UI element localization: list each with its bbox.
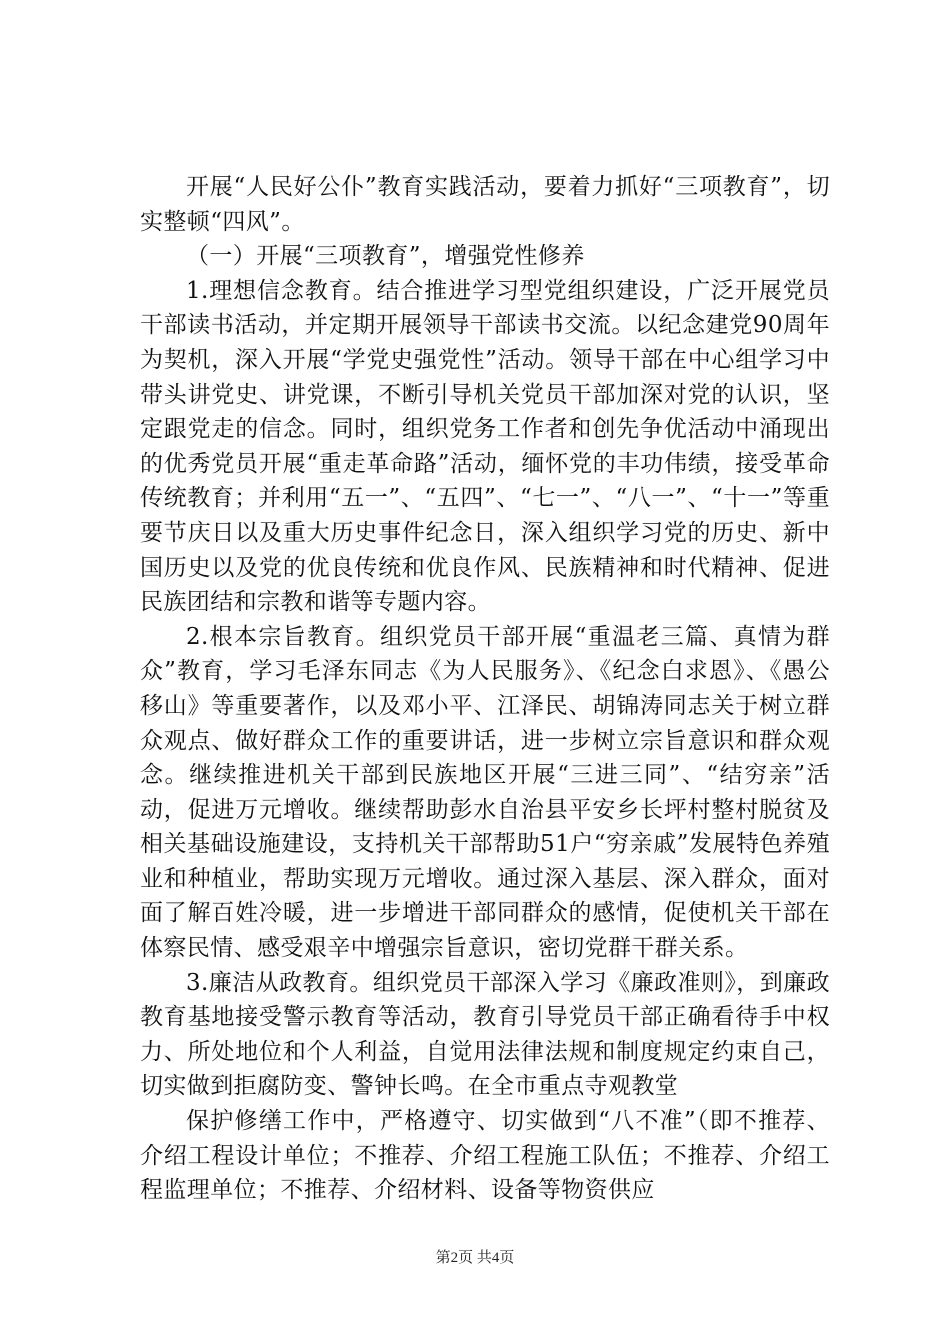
fundamental-purpose-paragraph: 2.根本宗旨教育。组织党员干部开展“重温老三篇、真情为群众”教育，学习毛泽东同志《为人民服务》、《纪念白求恩》、《愚公移山》等重要著作，以及邓小平、江泽民、胡锦涛同志关于树立群众观点、做好群众工作的重要讲话，进一步树立宗旨意识和群众观念。继续推进机关干部到民族地区开展“三进三同”、“结穷亲”活动，促进万元增收。继续帮助彭水自治县平安乡长坪村整村脱贫及相关基础设施建设，支持机关干部帮助51户“穷亲戚”发展特色养殖业和种植业，帮助实现万元增收。通过深入基层、深入群众，面对面了解百姓冷暖，进一步增进干部同群众的感情，促使机关干部在体察民情、感受艰辛中增强宗旨意识，密切党群干群关系。 <box>140 623 830 962</box>
document-body <box>140 170 830 1208</box>
intro-paragraph: 开展“人民好公仆”教育实践活动，要着力抓好“三项教育”，切实整顿“四风”。 <box>140 174 830 235</box>
section-heading: （一）开展“三项教育”，增强党性修养 <box>186 243 585 270</box>
integrity-paragraph: 3.廉洁从政教育。组织党员干部深入学习《廉政准则》，到廉政教育基地接受警示教育等活动，教育引导党员干部正确看待手中权力、所处地位和个人利益，自觉用法律法规和制度规定约束自己，切实做到拒腐防变、警钟长鸣。在全市重点寺观教堂 <box>140 969 830 1100</box>
ideal-belief-paragraph: 1.理想信念教育。结合推进学习型党组织建设，广泛开展党员干部读书活动，并定期开展领导干部读书交流。以纪念建党90周年为契机，深入开展“学党史强党性”活动。领导干部在中心组学习中带头讲党史、讲党课，不断引导机关党员干部加深对党的认识，坚定跟党走的信念。同时，组织党务工作者和创先争优活动中涌现出的优秀党员开展“重走革命路”活动，缅怀党的丰功伟绩，接受革命传统教育；并利用“五一”、“五四”、“七一”、“八一”、“十一”等重要节庆日以及重大历史事件纪念日，深入组织学习党的历史、新中国历史以及党的优良传统和优良作风、民族精神和时代精神、促进民族团结和宗教和谐等专题内容。 <box>140 277 830 616</box>
page-number-footer: 第2页 共4页 <box>435 1250 515 1266</box>
protection-repair-paragraph: 保护修缮工作中，严格遵守、切实做到“八不准”（即不推荐、介绍工程设计单位；不推荐、介绍工程施工队伍；不推荐、介绍工程监理单位；不推荐、介绍材料、设备等物资供应 <box>140 1108 830 1204</box>
